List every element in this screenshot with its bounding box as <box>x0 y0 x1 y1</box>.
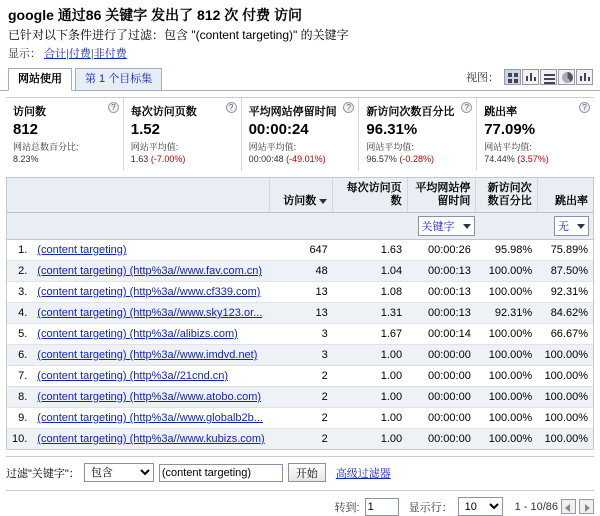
column-header-visits[interactable] <box>270 178 333 213</box>
help-icon[interactable]: ? <box>461 102 472 113</box>
pie-view-icon[interactable] <box>558 69 575 85</box>
grid-view-icon[interactable] <box>576 69 593 85</box>
table-header <box>7 178 593 213</box>
keyword-link[interactable]: (content targeting) (http%3a//www.atobo.com) <box>37 391 262 403</box>
row-index: 7. <box>7 366 32 387</box>
column-header-newpct[interactable] <box>476 178 537 213</box>
table-view-icon[interactable] <box>504 69 521 85</box>
metric-sub-label: 网站平均值: <box>366 142 414 152</box>
table-row <box>7 282 593 303</box>
goto-page-input[interactable] <box>365 498 399 516</box>
help-icon[interactable]: ? <box>579 102 590 113</box>
filter-bar <box>6 456 594 482</box>
pagination-bar <box>6 490 594 516</box>
keyword-link[interactable]: (content targeting) (http%3a//www.fav.com.cn) <box>37 265 263 277</box>
row-bounce: 100.00% <box>537 387 593 408</box>
keyword-link[interactable]: (content targeting) (http%3a//alibizs.com) <box>37 328 238 340</box>
table-row <box>7 366 593 387</box>
table-row <box>7 324 593 345</box>
row-time: 00:00:14 <box>407 324 476 345</box>
filter-description: 已针对以下条件进行了过滤：包含 "(content targeting)" 的关键字 <box>8 28 349 42</box>
row-bounce: 100.00% <box>537 408 593 429</box>
advanced-filter-link[interactable]: 高级过滤器 <box>335 467 391 480</box>
filter-keyword-input[interactable] <box>159 464 283 482</box>
page-title <box>8 6 592 24</box>
row-pages: 1.04 <box>333 261 407 282</box>
row-visits: 2 <box>270 366 333 387</box>
title-visit-count: 812 <box>197 7 221 23</box>
metric-name: 平均网站停留时间 <box>248 106 337 118</box>
show-option-paid[interactable]: 付费 <box>68 48 91 60</box>
metric-value: 00:00:24 <box>248 121 309 138</box>
row-time: 00:00:00 <box>407 366 476 387</box>
table-body <box>7 240 593 450</box>
metric-value: 1.52 <box>130 121 160 138</box>
row-index: 10. <box>7 429 32 450</box>
metric-sub-value: 8.23% <box>13 154 39 164</box>
row-newpct: 100.00% <box>476 324 537 345</box>
rows-per-page-select[interactable] <box>458 497 503 516</box>
row-pages: 1.00 <box>333 387 407 408</box>
metric-sub-label: 网站平均值: <box>130 142 179 152</box>
metric-sub <box>13 141 117 165</box>
help-icon[interactable]: ? <box>108 102 119 113</box>
row-visits: 48 <box>270 261 333 282</box>
row-visits: 13 <box>270 303 333 324</box>
filter-go-button[interactable]: 开始 <box>288 463 326 482</box>
metric-sub <box>131 141 235 165</box>
row-pages: 1.67 <box>333 324 407 345</box>
keyword-link[interactable]: (content targeting) (http%3a//21cnd.cn) <box>37 370 229 382</box>
metric-name: 新访问次数百分比 <box>366 106 455 118</box>
row-index: 2. <box>7 261 32 282</box>
row-bounce: 92.31% <box>537 282 593 303</box>
row-pages: 1.31 <box>333 303 407 324</box>
keywords-table <box>6 177 594 450</box>
next-arrow-icon[interactable] <box>579 499 594 514</box>
column-header-dimension <box>7 178 270 213</box>
table-row <box>7 240 593 261</box>
column-label: 跳出率 <box>555 195 588 207</box>
metric-value: 77.09% <box>484 121 536 138</box>
keyword-link[interactable]: (content targeting) (http%3a//www.sky123.or... <box>37 307 263 319</box>
row-time: 00:00:13 <box>407 282 476 303</box>
column-label: 每次访问页数 <box>346 182 402 207</box>
table-row <box>7 261 593 282</box>
row-pages: 1.00 <box>333 429 407 450</box>
column-label: 访问数 <box>283 195 317 207</box>
filter-match-select[interactable] <box>84 463 154 482</box>
row-index: 3. <box>7 282 32 303</box>
goto-group <box>335 498 399 516</box>
keyword-link[interactable]: (content targeting) (http%3a//www.cf339.com) <box>37 286 261 298</box>
column-header-bounce[interactable] <box>537 178 593 213</box>
chevron-down-icon <box>463 224 471 229</box>
metric-name: 每次访问页数 <box>130 106 197 118</box>
table-row <box>7 429 593 450</box>
row-visits: 2 <box>270 408 333 429</box>
metric-sub-value: 74.44% <box>484 154 515 164</box>
metric-value: 96.31% <box>366 121 418 138</box>
chevron-down-icon <box>577 224 585 229</box>
tab-list <box>8 68 165 91</box>
view-icon-group <box>504 69 594 85</box>
row-keyword <box>32 261 269 282</box>
show-option-total[interactable]: 合计 <box>44 48 67 60</box>
secondary-dimension-select[interactable] <box>554 216 589 236</box>
row-keyword <box>32 345 269 366</box>
row-newpct: 100.00% <box>476 387 537 408</box>
row-keyword <box>32 429 269 450</box>
dimension-row <box>7 213 593 240</box>
row-bounce: 75.89% <box>537 240 593 261</box>
row-pages: 1.08 <box>333 282 407 303</box>
row-time: 00:00:00 <box>407 387 476 408</box>
secondary-dimension-label: 无 <box>558 221 569 233</box>
table-row <box>7 408 593 429</box>
row-time: 00:00:00 <box>407 429 476 450</box>
row-newpct: 100.00% <box>476 261 537 282</box>
row-keyword <box>32 387 269 408</box>
row-pages: 1.00 <box>333 366 407 387</box>
row-index: 4. <box>7 303 32 324</box>
keyword-link[interactable]: (content targeting) (http%3a//www.imdvd.net) <box>37 349 258 361</box>
prev-arrow-icon[interactable] <box>561 499 576 514</box>
filter-label: 过滤"关键字"： <box>6 467 80 480</box>
row-pages: 1.63 <box>333 240 407 261</box>
help-icon[interactable]: ? <box>343 102 354 113</box>
row-time: 00:00:13 <box>407 303 476 324</box>
row-pages: 1.00 <box>333 408 407 429</box>
row-index: 9. <box>7 408 32 429</box>
row-index: 6. <box>7 345 32 366</box>
row-newpct: 95.98% <box>476 240 537 261</box>
help-icon[interactable]: ? <box>226 102 237 113</box>
row-visits: 2 <box>270 429 333 450</box>
metric-sub-label: 网站总数百分比: <box>13 142 79 152</box>
metric-delta: (3.57%) <box>517 154 549 164</box>
show-separator-1: | <box>66 48 69 60</box>
metric-name: 跳出率 <box>484 106 518 118</box>
row-bounce: 66.67% <box>537 324 593 345</box>
title-source: google <box>8 7 54 23</box>
tab-site-usage[interactable]: 网站使用 <box>8 68 72 91</box>
show-option-nonpaid[interactable]: 非付费 <box>93 48 127 60</box>
row-bounce: 84.62% <box>537 303 593 324</box>
row-keyword <box>32 240 269 261</box>
show-separator-2: | <box>90 48 94 60</box>
row-visits: 2 <box>270 387 333 408</box>
metric-sub <box>366 141 470 165</box>
row-newpct: 100.00% <box>476 282 537 303</box>
sort-desc-icon <box>319 199 327 204</box>
metric-sub <box>249 141 353 165</box>
row-bounce: 100.00% <box>537 429 593 450</box>
show-toggle-row <box>8 47 592 61</box>
metric-new-visits-pct <box>359 98 477 171</box>
metric-delta: (-7.00%) <box>150 154 186 164</box>
table-row <box>7 387 593 408</box>
metric-avg-time-on-site <box>242 98 360 171</box>
view-label: 视图： <box>466 72 499 84</box>
row-time: 00:00:00 <box>407 345 476 366</box>
row-index: 5. <box>7 324 32 345</box>
row-time: 00:00:13 <box>407 261 476 282</box>
row-time: 00:00:26 <box>407 240 476 261</box>
metric-delta: (-49.01%) <box>286 154 326 164</box>
column-label: 新访问次数百分比 <box>487 182 532 207</box>
metric-sub <box>484 141 588 165</box>
metric-sub-label: 网站平均值: <box>484 142 532 152</box>
keyword-link[interactable]: (content targeting) <box>37 244 127 256</box>
goto-label: 转到: <box>334 501 360 514</box>
report-header <box>0 0 600 61</box>
row-keyword <box>32 303 269 324</box>
table-row <box>7 303 593 324</box>
column-label: 平均网站停留时间 <box>415 182 471 207</box>
metric-sub-value: 96.57% <box>366 154 397 164</box>
title-tail: 次 付费 访问 <box>224 7 303 23</box>
row-visits: 647 <box>270 240 333 261</box>
rows-group <box>409 497 503 516</box>
metric-bounce-rate <box>477 98 594 171</box>
row-keyword <box>32 324 269 345</box>
tab-bar <box>0 67 600 91</box>
metric-pages-per-visit <box>124 98 242 171</box>
row-index: 1. <box>7 240 32 261</box>
row-pages: 1.00 <box>333 345 407 366</box>
keyword-link[interactable]: (content targeting) (http%3a//www.kubizs.com) <box>37 433 265 445</box>
row-bounce: 87.50% <box>537 261 593 282</box>
row-keyword <box>32 408 269 429</box>
metric-visits <box>6 98 124 171</box>
row-visits: 3 <box>270 345 333 366</box>
keyword-link[interactable]: (content targeting) (http%3a//www.globalb2b... <box>37 412 263 424</box>
primary-dimension-label: 关键字 <box>421 221 455 233</box>
row-newpct: 92.31% <box>476 303 537 324</box>
row-time: 00:00:00 <box>407 408 476 429</box>
range-text: 1 - 10/86 <box>514 500 558 513</box>
row-keyword <box>32 366 269 387</box>
metric-value: 812 <box>13 121 39 138</box>
primary-dimension-select[interactable] <box>418 216 475 236</box>
row-visits: 3 <box>270 324 333 345</box>
dimension-cell <box>7 213 593 240</box>
metric-sub-label: 网站平均值: <box>248 142 297 152</box>
row-index: 8. <box>7 387 32 408</box>
table-row <box>7 345 593 366</box>
row-newpct: 100.00% <box>476 345 537 366</box>
rows-label: 显示行： <box>408 501 453 514</box>
row-newpct: 100.00% <box>476 429 537 450</box>
metric-name: 访问数 <box>13 106 46 118</box>
metric-summary <box>6 97 594 171</box>
metric-delta: (-0.28%) <box>399 154 434 164</box>
row-bounce: 100.00% <box>537 345 593 366</box>
tab-goal-set-1[interactable]: 第 1 个目标集 <box>75 68 162 91</box>
row-visits: 13 <box>270 282 333 303</box>
row-newpct: 100.00% <box>476 366 537 387</box>
row-keyword <box>32 282 269 303</box>
bar-view-icon[interactable] <box>522 69 539 85</box>
metric-sub-value: 1.63 <box>130 154 149 164</box>
column-header-time[interactable] <box>407 178 476 213</box>
title-middle: 通过86 关键字 发出了 <box>57 7 194 23</box>
list-view-icon[interactable] <box>540 69 557 85</box>
row-bounce: 100.00% <box>537 366 593 387</box>
show-label: 显示： <box>8 48 41 60</box>
column-header-pages[interactable] <box>333 178 407 213</box>
view-switcher <box>466 69 594 85</box>
row-newpct: 100.00% <box>476 408 537 429</box>
metric-sub-value: 00:00:48 <box>248 154 284 164</box>
